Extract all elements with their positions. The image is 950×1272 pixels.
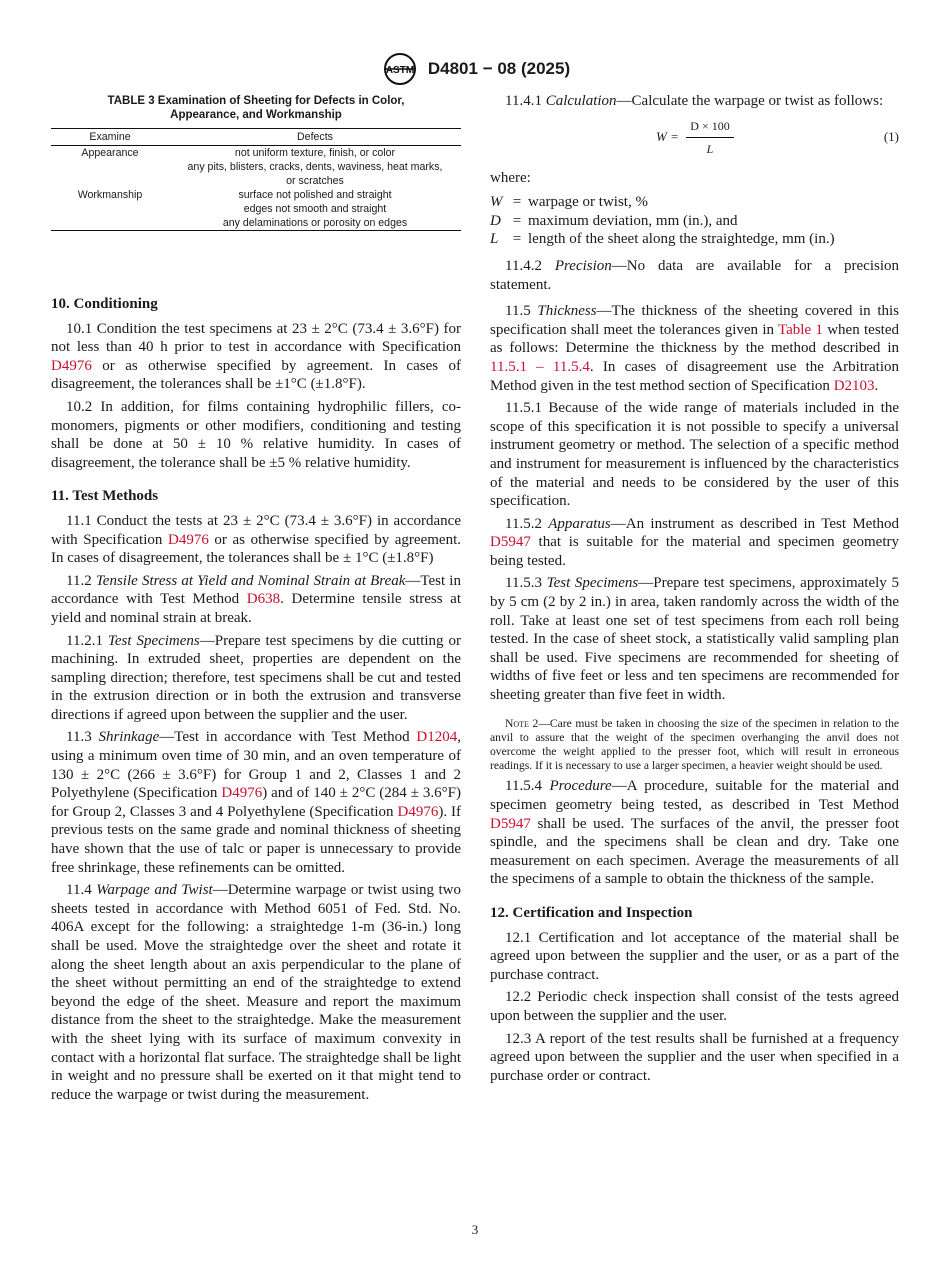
- para-12-3: 12.3 A report of the test results shall be furnished at a frequency agreed upon between the supplier and the user when specified in a purchase order or contract.: [490, 1030, 899, 1084]
- para-12-1: 12.1 Certification and lot acceptance of the material shall be agreed upon between the supplier and the user, or as a part of the purchase contract.: [490, 929, 899, 983]
- para-11-5: 11.5 Thickness—The thickness of the sheeting covered in this specification shall meet the tolerances given in Table 1 when tested as follows: Determine the thickness by the method described in 11.5.1 – 11.5.4. In cases of disagreement use the Arbitration Method given in the test method section of Specification D2103.: [490, 303, 899, 394]
- para-11-4: 11.4 Warpage and Twist—Determine warpage or twist using two sheets tested in accordance with Method 6051 of Fed. Std. No. 406A except for the following: a straightedge 1-m (36-in.) long shall be used. Move the straightedge over the sheet and rotate it along the sheet length about an axis perpendicular to the plane of the sheet without permitting an end of the straightedge to extend beyond the edge of the sheet. Measure and report the maximum distance from the sheet to the straightedge. Make the measurement with the sheet lying with its surface of maximum convexity in contact with a horizontal flat surface. The straightedge shall be light in weight and no pressure shall be exerted on it that might tend to reduce the warpage or twist during the measurement.: [51, 882, 461, 1103]
- astm-logo-icon: [380, 52, 420, 86]
- para-11-5-4: 11.5.4 Procedure—A procedure, suitable for the material and specimen geometry being tested, as described in Test Method D5947 shall be used. The surfaces of the anvil, the presser foot spindle, and the specimens shall be clean and dry. Take one measurement on each specimen. Average the measurements of all the specimens of a sample to obtain the thickness of the sample.: [490, 778, 899, 888]
- para-11-5-3: 11.5.3 Test Specimens—Prepare test specimens, approximately 5 by 5 cm (2 by 2 in.) in area, taken randomly across the width of the roll. Take at least one set of test specimens from each roll being tested. In the case of sheet stock, a statistically valid sampling plan shall be used. Five specimens are recommended for sheeting of widths of five feet or less and ten specimens are recommended for sheeting greater than five feet in width.: [490, 575, 899, 704]
- page-number: 3: [471, 1222, 479, 1237]
- table-row: any pits, blisters, cracks, dents, waviness, heat marks,: [187, 161, 443, 173]
- para-11-1: 11.1 Conduct the tests at 23 ± 2°C (73.4 ± 3.6°F) in accordance with Specification D4976 or as otherwise specified by agreement. In cases of disagreement, the tolerances shall be ± 1°C (±1.8°F): [51, 512, 461, 567]
- table-3: [51, 128, 461, 231]
- link-d5947[interactable]: D5947: [490, 815, 531, 832]
- section-11-heading: 11. Test Methods: [51, 488, 159, 505]
- equation-number: (1): [883, 128, 899, 144]
- link-d1204[interactable]: D1204: [416, 729, 458, 746]
- section-12-heading: 12. Certification and Inspection: [490, 905, 693, 921]
- table-row: edges not smooth and straight: [243, 203, 387, 215]
- table-row: or scratches: [286, 175, 344, 187]
- svg-text:ASTM: ASTM: [385, 65, 415, 76]
- link-d5947[interactable]: D5947: [490, 534, 531, 551]
- para-12-2: 12.2 Periodic check inspection shall consist of the tests agreed upon between the supplier and the user.: [490, 989, 899, 1024]
- equation-fraction: $\frac{D \times 100}{L}$: [686, 117, 734, 159]
- para-11-5-2: 11.5.2 Apparatus—An instrument as described in Test Method D5947 that is suitable for the material and specimen geometry being tested.: [490, 515, 899, 569]
- link-d2103[interactable]: D2103: [833, 377, 875, 394]
- table-header-examine: Examine: [51, 129, 169, 146]
- link-d4976[interactable]: D4976: [221, 785, 263, 802]
- table-row: any delaminations or porosity on edges: [51, 216, 461, 231]
- equation-1: [490, 117, 899, 159]
- left-column: [51, 92, 461, 1108]
- section-10-heading: 10. Conditioning: [51, 296, 158, 312]
- link-section-range[interactable]: 11.5.1 – 11.5.4: [490, 358, 590, 375]
- link-d4976[interactable]: D4976: [397, 803, 439, 820]
- page-header: [0, 52, 950, 86]
- equation-lhs: W =: [656, 128, 679, 144]
- link-d4976[interactable]: D4976: [167, 531, 209, 548]
- table-row: Appearance not uniform texture, finish, or color: [81, 147, 396, 159]
- right-column: [490, 92, 899, 1089]
- para-11-5-1: 11.5.1 Because of the wide range of materials included in the scope of this specification it is not possible to specify a universal instrument geometry or method. The selection of a specific method and instrument for measurement is influenced by the characteristics of the material and needs to be considered by the user of this specification.: [490, 400, 899, 510]
- table-header-defects: Defects: [169, 129, 461, 146]
- para-10-2: 10.2 In addition, for films containing hydrophilic fillers, co-monomers, pigments or other modifiers, conditioning and testing shall be done at 50 ± 10 % relative humidity. In cases of disagreement, the tolerance shall be ±5 % relative humidity.: [51, 398, 461, 471]
- para-10-1: 10.1 Condition the test specimens at 23 ± 2°C (73.4 ± 3.6°F) for not less than 40 h prior to test in accordance with Specification D4976 or as otherwise specified by agreement. In cases of disagreement, the tolerances shall be ±1°C (±1.8°F).: [51, 320, 461, 393]
- para-11-3: 11.3 Shrinkage—Test in accordance with Test Method D1204, using a minimum oven time of 30 min, and an oven temperature of 130 ± 2°C (266 ± 3.6°F) for Group 1 and 2, Classes 1 and 2 Polyethylene (Specification D4976) and of 140 ± 2°C (284 ± 3.6°F) for Group 2, Classes 3 and 4 Polyethylene (Specification D4976). If previous tests on the same grade and nominal thickness of sheeting have shown that the use of talc or paper is unnecessary to provide free shrinkage, these refinements can be omitted.: [51, 729, 462, 876]
- para-11-4-2: 11.4.2 Precision—No data are available for a precision statement.: [490, 257, 900, 293]
- table-row: Workmanship surface not polished and straight: [77, 189, 392, 201]
- document-code: D4801 − 08 (2025): [427, 59, 571, 78]
- definition-row: D = maximum deviation, mm (in.), and: [490, 212, 738, 229]
- para-11-2-1: 11.2.1 Test Specimens—Prepare test specimens by die cutting or machining. In extruded sheet, properties are dependent on the sampling direction; therefore, test specimens shall be cut and tested in the extrusion direction or in both the extrusion and transverse directions if agreed upon between the supplier and the user.: [51, 632, 461, 723]
- table-3-title: TABLE 3 Examination of Sheeting for Defects in Color, Appearance, and Workmanship: [107, 95, 405, 121]
- link-d4976[interactable]: D4976: [51, 357, 92, 374]
- para-11-4-1: 11.4.1 Calculation—Calculate the warpage or twist as follows:: [505, 93, 884, 109]
- where-label: where:: [490, 169, 531, 186]
- variable-definitions: [490, 193, 899, 249]
- note-2: Note 2—Care must be taken in choosing the size of the specimen in relation to the anvil to assure that the weight of the specimen overhanging the anvil does not overcome the weight applied to the presser foot, which will result in erroneous readings. If it is necessary to use a larger specimen, a heavier weight should be used.: [490, 716, 900, 773]
- para-11-2: 11.2 Tensile Stress at Yield and Nominal Strain at Break—Test in accordance with Test Method D638. Determine tensile stress at yield and nominal strain at break.: [51, 572, 461, 626]
- link-table-1[interactable]: Table 1: [778, 321, 823, 338]
- definition-row: W = warpage or twist, %: [490, 194, 648, 211]
- link-d638[interactable]: D638: [246, 591, 281, 608]
- definition-row: L = length of the sheet along the straightedge, mm (in.): [490, 231, 835, 248]
